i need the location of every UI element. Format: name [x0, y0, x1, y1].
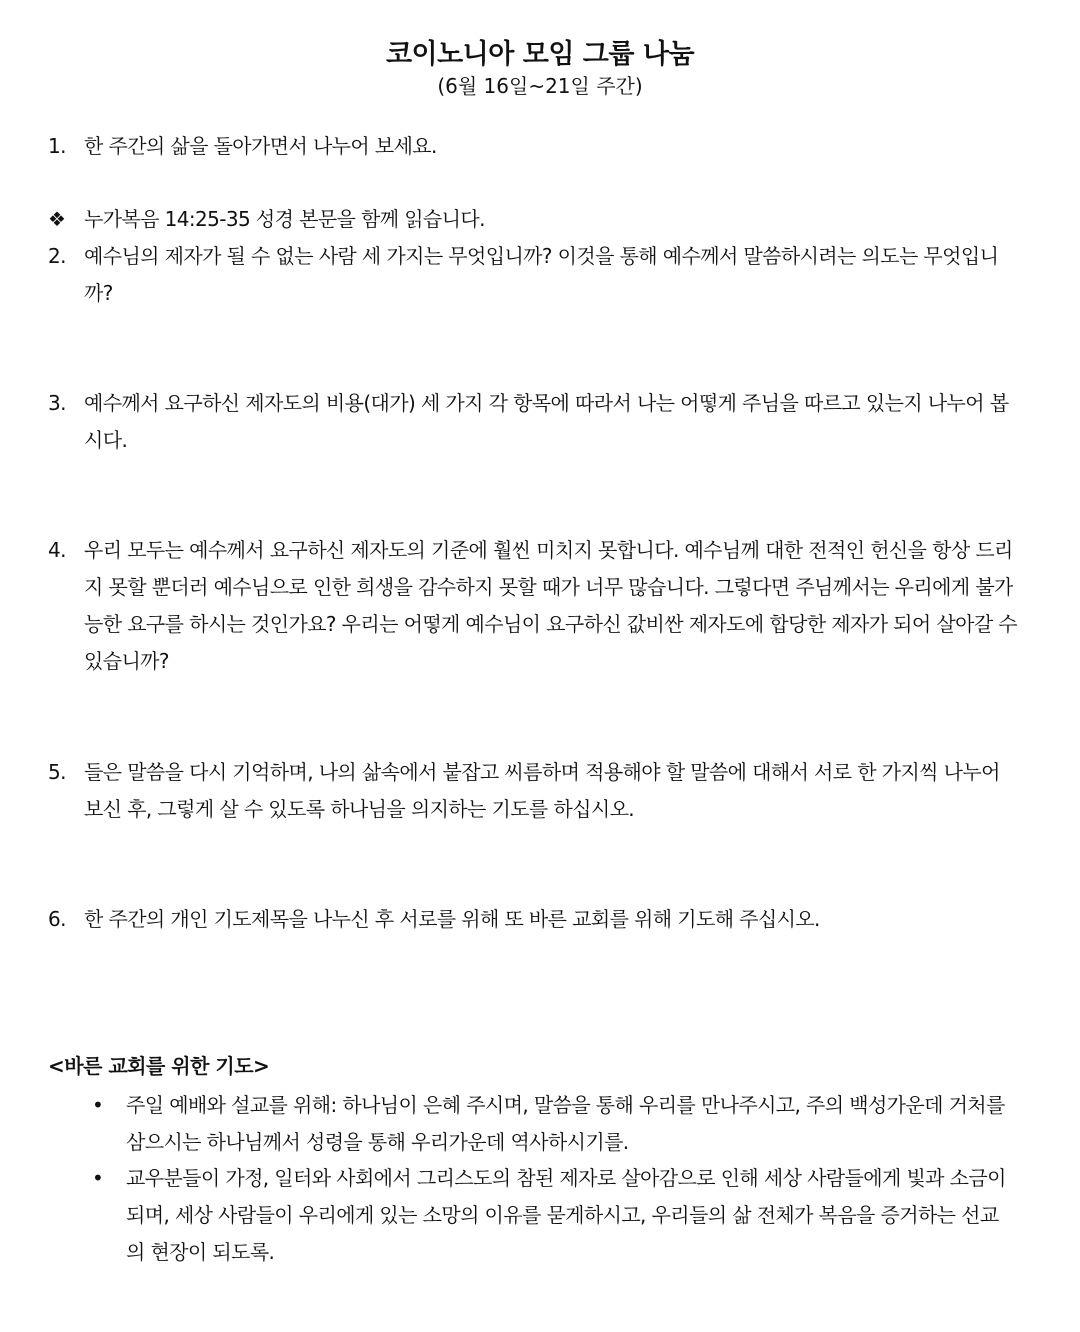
question-text: 예수께서 요구하신 제자도의 비용(대가) 세 가지 각 항목에 따라서 나는 어떻게 주님을 따르고 있는지 나누어 봅시다.: [84, 391, 1009, 452]
diamond-bullet-icon: ❖: [48, 207, 66, 231]
page-title: 코이노니아 모임 그룹 나눔: [385, 39, 695, 70]
prayer-text: 주일 예배와 설교를 위해: 하나님이 은혜 주시며, 말씀을 통해 우리를 만나주시고, 주의 백성가운데 거처를 삼으시는 하나님께서 성령을 통해 우리가운데 역사하시기를.: [126, 1093, 1005, 1154]
question-text: 예수님의 제자가 될 수 없는 사람 세 가지는 무엇입니까? 이것을 통해 예수께서 말씀하시려는 의도는 무엇입니까?: [84, 244, 999, 305]
question-text: 들은 말씀을 다시 기억하며, 나의 삶속에서 붙잡고 씨름하며 적용해야 할 말씀에 대해서 서로 한 가지씩 나누어 보신 후, 그렇게 살 수 있도록 하나님을 의지하는 기도를 하십시오.: [84, 760, 1000, 821]
bullet-icon: •: [92, 1166, 104, 1190]
question-number: 2.: [48, 244, 66, 268]
question-text: 한 주간의 개인 기도제목을 나누신 후 서로를 위해 또 바른 교회를 위해 기도해 주십시오.: [84, 907, 820, 931]
question-number: 5.: [48, 760, 66, 784]
scripture-text: 누가복음 14:25-35 성경 본문을 함께 읽습니다.: [84, 207, 485, 231]
prayer-heading: <바른 교회를 위한 기도>: [48, 1054, 270, 1078]
page-subtitle: (6월 16일~21일 주간): [437, 74, 643, 98]
question-number: 1.: [48, 134, 66, 158]
question-text: 한 주간의 삶을 돌아가면서 나누어 보세요.: [84, 134, 437, 158]
question-number: 3.: [48, 391, 66, 415]
bullet-icon: •: [92, 1093, 104, 1117]
prayer-text: 교우분들이 가정, 일터와 사회에서 그리스도의 참된 제자로 살아감으로 인해 세상 사람들에게 빛과 소금이 되며, 세상 사람들이 우리에게 있는 소망의 이유를 묻게하시고, 우리들의 삶 전체가 복음을 증거하는 선교의 현장이 되도록.: [126, 1166, 1006, 1264]
question-number: 6.: [48, 907, 66, 931]
question-number: 4.: [48, 538, 66, 562]
question-text: 우리 모두는 예수께서 요구하신 제자도의 기준에 훨씬 미치지 못합니다. 예수님께 대한 전적인 헌신을 항상 드리지 못할 뿐더러 예수님으로 인한 희생을 감수하지 못할 때가 너무 많습니다. 그렇다면 주님께서는 우리에게 불가능한 요구를 하시는 것인가요? 우리는 어떻게 예수님이 요구하신 값비싼 제자도에 합당한 제자가 되어 살아갈 수 있습니까?: [84, 538, 1018, 673]
